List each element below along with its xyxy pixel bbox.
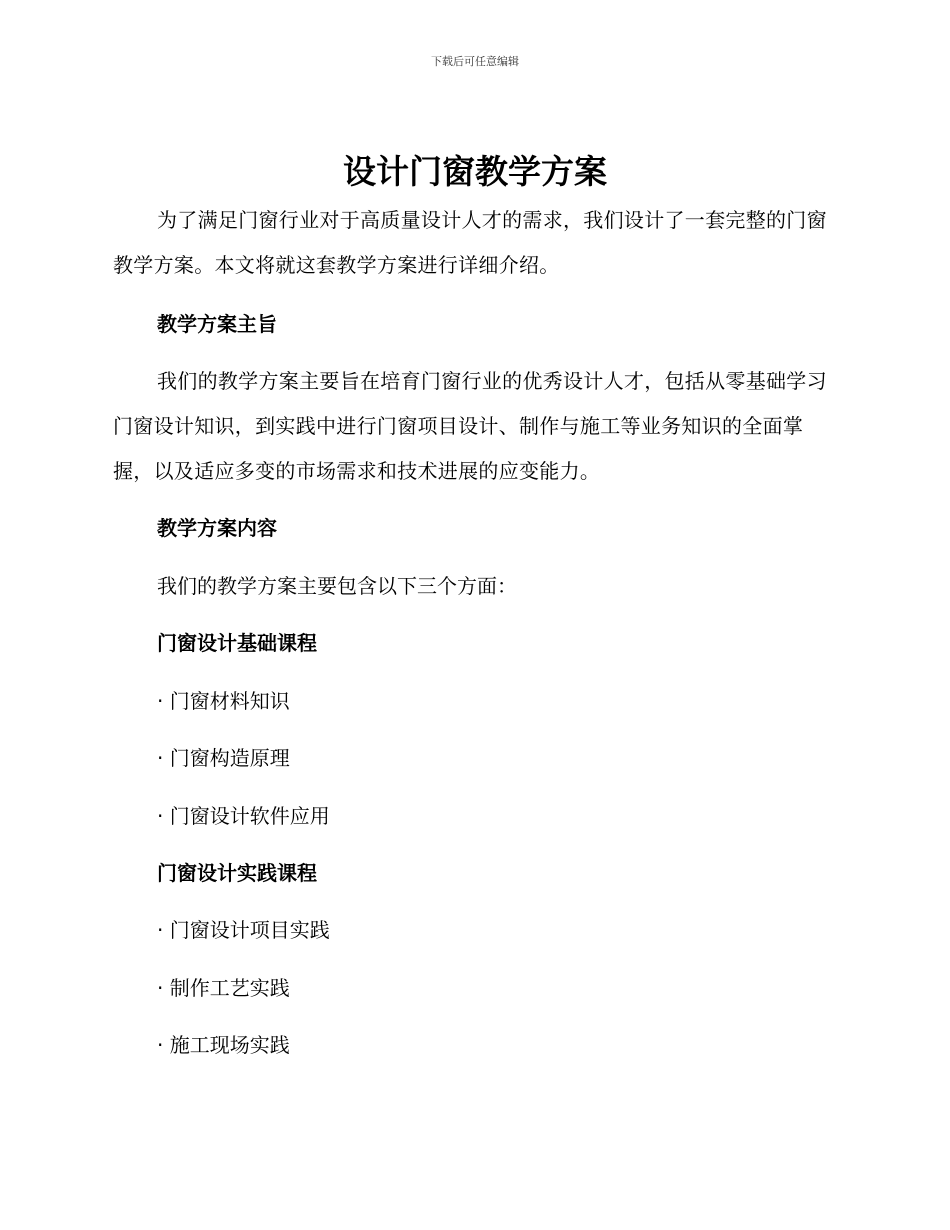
list-item: · 施工现场实践 xyxy=(157,1033,290,1057)
list-item: · 门窗设计软件应用 xyxy=(157,804,330,828)
course-heading-basic: 门窗设计基础课程 xyxy=(157,631,317,655)
purpose-paragraph: 我们的教学方案主要旨在培育门窗行业的优秀设计人才，包括从零基础学习门窗设计知识，到实践中进行门窗项目设计、制作与施工等业务知识的全面掌握，以及适应多变的市场需求和技术进展的应变能力。 xyxy=(113,369,827,483)
list-item: · 门窗设计项目实践 xyxy=(157,918,330,942)
intro-paragraph: 为了满足门窗行业对于高质量设计人才的需求，我们设计了一套完整的门窗教学方案。本文将就这套教学方案进行详细介绍。 xyxy=(113,208,827,277)
section-heading-content: 教学方案内容 xyxy=(157,516,277,540)
section-heading-purpose: 教学方案主旨 xyxy=(157,312,277,336)
course-heading-practice: 门窗设计实践课程 xyxy=(157,861,317,885)
list-item: · 门窗材料知识 xyxy=(157,689,290,713)
page-header-note: 下载后可任意编辑 xyxy=(431,55,519,68)
document-title: 设计门窗教学方案 xyxy=(343,152,607,191)
content-lead-text: 我们的教学方案主要包含以下三个方面： xyxy=(157,574,517,598)
list-item: · 制作工艺实践 xyxy=(157,976,290,1000)
list-item: · 门窗构造原理 xyxy=(157,746,290,770)
